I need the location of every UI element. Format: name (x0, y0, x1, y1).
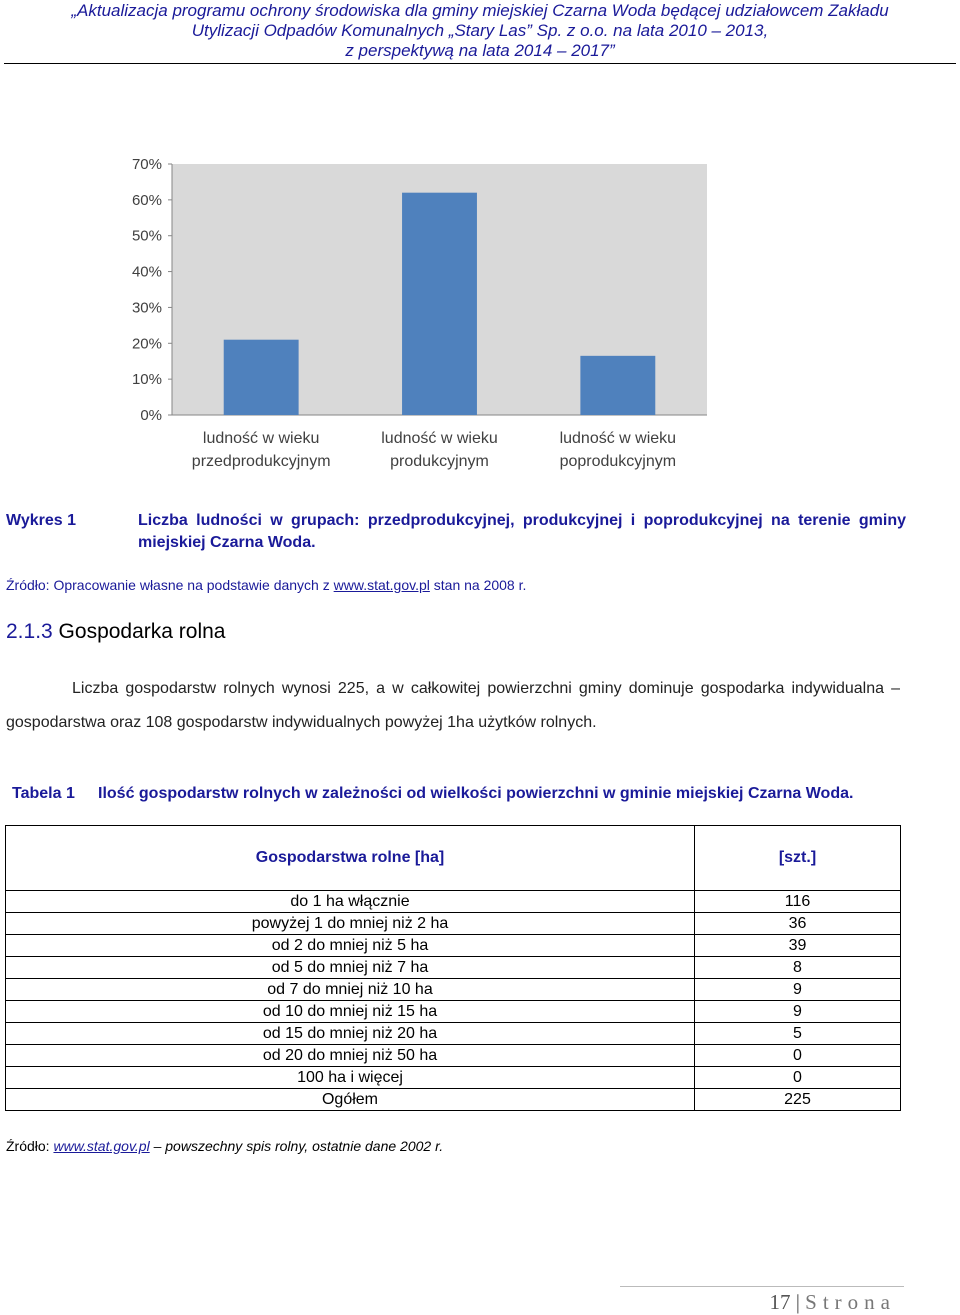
cell-count: 9 (695, 979, 901, 1001)
body-paragraph (6, 672, 900, 740)
header-divider (4, 63, 956, 64)
y-tick-label: 70% (131, 156, 162, 173)
cell-area: od 15 do mniej niż 20 ha (6, 1023, 695, 1045)
cell-count: 36 (695, 913, 901, 935)
column-header-area: Gospodarstwa rolne [ha] (6, 826, 695, 891)
footer-separator: | (795, 1290, 800, 1314)
x-category-label: przedprodukcyjnym (191, 453, 331, 470)
cell-count: 39 (695, 935, 901, 957)
document-header (4, 0, 956, 61)
stat-gov-link[interactable]: www.stat.gov.pl (333, 577, 430, 593)
cell-count: 5 (695, 1023, 901, 1045)
cell-area: od 7 do mniej niż 10 ha (6, 979, 695, 1001)
cell-area: od 20 do mniej niż 50 ha (6, 1045, 695, 1067)
table-caption-text: Ilość gospodarstw rolnych w zależności od wielkości powierzchni w gminie miejskiej Czarna Woda. (98, 785, 854, 802)
stat-gov-link[interactable]: www.stat.gov.pl (53, 1138, 150, 1154)
table-row (6, 1045, 901, 1067)
footer-divider (620, 1286, 904, 1287)
column-header-count: [szt.] (695, 826, 901, 891)
y-tick-label: 20% (131, 335, 162, 353)
section-number: 2.1.3 (6, 620, 53, 643)
cell-count: 8 (695, 957, 901, 979)
x-category-label: poprodukcyjnym (559, 453, 677, 470)
population-bar-chart (100, 140, 740, 480)
chart-source-suffix: stan na 2008 r. (429, 577, 527, 593)
cell-area: do 1 ha włącznie (6, 891, 695, 913)
section-heading (6, 620, 226, 644)
chart-source (6, 577, 526, 593)
header-line: Utylizacji Odpadów Komunalnych „Stary Las” Sp. z o.o. na lata 2010 – 2013, (191, 21, 769, 40)
chart-caption (6, 510, 906, 554)
y-tick-label: 30% (131, 299, 162, 317)
table-row (6, 891, 901, 913)
table-header-row (6, 826, 901, 891)
cell-area: od 2 do mniej niż 5 ha (6, 935, 695, 957)
table-source-suffix: – powszechny spis rolny, ostatnie dane 2002 r. (149, 1138, 444, 1154)
bar (580, 356, 655, 415)
cell-area: od 10 do mniej niż 15 ha (6, 1001, 695, 1023)
x-category-label: produkcyjnym (390, 453, 489, 470)
x-category-label: ludność w wieku (381, 430, 498, 447)
cell-count: 116 (695, 891, 901, 913)
cell-area: powyżej 1 do mniej niż 2 ha (6, 913, 695, 935)
table-row (6, 1023, 901, 1045)
footer-word: Strona (805, 1290, 896, 1314)
cell-area: Ogółem (6, 1089, 695, 1111)
cell-area: 100 ha i więcej (6, 1067, 695, 1089)
table-row (6, 979, 901, 1001)
section-title: Gospodarka rolna (52, 620, 226, 643)
table-row (6, 1067, 901, 1089)
cell-count: 0 (695, 1045, 901, 1067)
table-caption (12, 783, 900, 804)
cell-count: 9 (695, 1001, 901, 1023)
bar (402, 193, 477, 415)
header-line: „Aktualizacja programu ochrony środowiska dla gminy miejskiej Czarna Woda będącej udziałowcem Zakładu (71, 1, 889, 20)
table-caption-number: Tabela 1 (12, 785, 75, 802)
x-category-label: ludność w wieku (559, 430, 677, 447)
page-number: 17 (769, 1290, 791, 1314)
cell-area: od 5 do mniej niż 7 ha (6, 957, 695, 979)
farms-table (5, 825, 901, 1111)
y-tick-label: 10% (131, 371, 162, 389)
header-line: z perspektywą na lata 2014 – 2017” (345, 41, 615, 60)
table-source (6, 1138, 443, 1154)
table-row (6, 935, 901, 957)
cell-count: 0 (695, 1067, 901, 1089)
chart-caption-text: Liczba ludności w grupach: przedprodukcyjnej, produkcyjnej i poprodukcyjnej na terenie gminy miejskiej Czarna Woda. (138, 512, 906, 551)
y-tick-label: 60% (131, 191, 162, 209)
table-row (6, 913, 901, 935)
bar (224, 340, 299, 415)
cell-count: 225 (695, 1089, 901, 1111)
y-tick-label: 0% (140, 407, 162, 424)
table-row (6, 1089, 901, 1111)
chart-source-prefix: Źródło: Opracowanie własne na podstawie danych z (6, 577, 334, 593)
y-tick-label: 40% (131, 263, 162, 281)
y-tick-label: 50% (131, 227, 162, 245)
x-category-label: ludność w wieku (202, 430, 320, 447)
chart-caption-number: Wykres 1 (6, 512, 76, 529)
table-row (6, 1001, 901, 1023)
table-source-label: Źródło: (6, 1138, 54, 1154)
page-footer (769, 1290, 896, 1315)
body-paragraph-text: Liczba gospodarstw rolnych wynosi 225, a w całkowitej powierzchni gminy dominuje gospodarka indywidualna – gospodarstwa oraz 108 gospodarstw indywidualnych powyżej 1ha użytków rolnych. (6, 680, 900, 731)
table-row (6, 957, 901, 979)
